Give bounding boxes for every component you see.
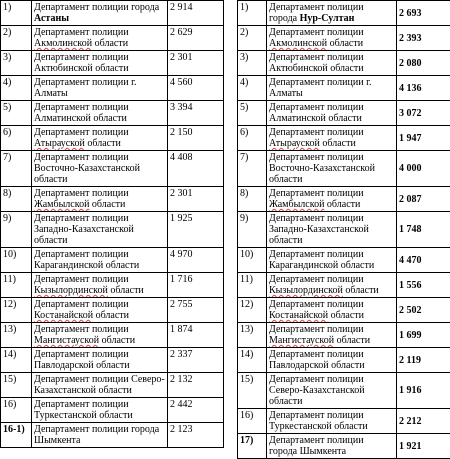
region-name: Акмолинской: [34, 38, 92, 49]
department-name-suffix: области: [320, 138, 356, 149]
department-name: [267, 1, 397, 26]
table-row: [1, 76, 224, 101]
row-number: 2): [1, 26, 32, 51]
row-number: 3): [238, 51, 267, 76]
department-name: [267, 126, 397, 151]
department-name-suffix: области: [92, 38, 128, 49]
department-name-text: Департамент полиции Восточно-Казахстанской области: [269, 152, 375, 185]
row-number: 13): [1, 323, 32, 348]
staff-count: 3 072: [397, 101, 450, 126]
region-name: Костанайской: [269, 310, 328, 321]
staff-count: 1 921: [397, 434, 450, 459]
department-name-text: Департамент полиции города: [34, 2, 159, 13]
row-number: 12): [1, 298, 32, 323]
staff-count: 1 925: [168, 212, 224, 248]
table-row: [1, 323, 224, 348]
department-name-suffix: области: [324, 199, 360, 210]
department-name: [32, 26, 168, 51]
region-name: Костанайской: [34, 310, 93, 321]
department-name: [32, 51, 168, 76]
table-row: [238, 76, 450, 101]
right-table: [237, 0, 450, 459]
region-name: Кызылординской: [269, 285, 343, 296]
department-name: [267, 76, 397, 101]
department-name-suffix: области: [93, 310, 129, 321]
row-number: 4): [238, 76, 267, 101]
table-row: [1, 273, 224, 298]
table-row: [1, 51, 224, 76]
table-row: [1, 298, 224, 323]
staff-count: 2 914: [168, 1, 224, 26]
department-name-text: Департамент полиции Северо-Казахстанской области: [34, 374, 165, 396]
table-row: [1, 151, 224, 187]
row-number: 10): [238, 248, 267, 273]
table-row: [238, 248, 450, 273]
department-name: [32, 126, 168, 151]
staff-count: 2 132: [168, 373, 224, 398]
staff-count: 4 408: [168, 151, 224, 187]
staff-count: 2 629: [168, 26, 224, 51]
staff-count: 4 560: [168, 76, 224, 101]
region-name: Атырауской: [269, 138, 320, 149]
department-name-text: Департамент полиции Алматинской области: [34, 102, 129, 124]
department-name: [267, 348, 397, 373]
department-name: [267, 187, 397, 212]
department-name-suffix: области: [89, 199, 125, 210]
department-name-text: Департамент полиции: [269, 299, 364, 310]
department-name-text: Департамент полиции г. Алматы: [34, 77, 137, 99]
row-number: 14): [1, 348, 32, 373]
row-number: 14): [238, 348, 267, 373]
table-row: [1, 1, 224, 26]
region-name: Кызылординской: [34, 285, 108, 296]
row-number: 1): [1, 1, 32, 26]
table-row: [238, 298, 450, 323]
department-name-text: Департамент полиции г. Алматы: [269, 77, 372, 99]
department-name-text: Департамент полиции Туркестанской области: [269, 410, 368, 432]
row-number: 16): [238, 409, 267, 434]
table-row: [1, 373, 224, 398]
region-name: Жамбылской: [269, 199, 324, 210]
department-name: [32, 212, 168, 248]
table-row: [238, 348, 450, 373]
department-name-text: Департамент полиции: [269, 127, 364, 138]
department-name-text: Департамент полиции Актюбинской области: [34, 52, 129, 74]
department-name-text: Департамент полиции: [34, 324, 129, 335]
department-name: [32, 187, 168, 212]
department-name-text: Департамент полиции Павлодарской области: [269, 349, 365, 371]
region-name: Атырауской: [34, 138, 85, 149]
row-number: 5): [1, 101, 32, 126]
department-name-suffix: области: [327, 38, 363, 49]
department-name-text: Департамент полиции Актюбинской области: [269, 52, 364, 74]
table-row: [1, 398, 224, 423]
department-name-suffix: области: [85, 138, 121, 149]
table-row: [1, 423, 224, 448]
staff-count: 2 150: [168, 126, 224, 151]
department-name: [267, 298, 397, 323]
table-row: [1, 248, 224, 273]
department-name-text: Департамент полиции Восточно-Казахстанской области: [34, 152, 140, 185]
staff-count: 1 874: [168, 323, 224, 348]
staff-count: 2 693: [397, 1, 450, 26]
department-name: [32, 101, 168, 126]
row-number: 12): [238, 298, 267, 323]
department-name: [267, 101, 397, 126]
staff-count: 2 087: [397, 187, 450, 212]
department-name-text: Департамент полиции: [34, 127, 129, 138]
region-name: Мангистауской: [34, 335, 99, 346]
region-name: Мангистауской: [269, 335, 334, 346]
row-number: 16-1): [1, 423, 32, 448]
table-row: [238, 51, 450, 76]
department-name: [267, 26, 397, 51]
table-row: [238, 323, 450, 348]
department-name-text: Департамент полиции Павлодарской области: [34, 349, 130, 371]
row-number: 10): [1, 248, 32, 273]
row-number: 15): [238, 373, 267, 409]
department-name: [32, 1, 168, 26]
department-name-suffix: области: [99, 335, 135, 346]
department-name-suffix: области: [343, 285, 379, 296]
department-name: [32, 423, 168, 448]
city-name: Нур-Султан: [300, 13, 355, 24]
department-name-suffix: области: [334, 335, 370, 346]
table-row: [1, 187, 224, 212]
row-number: 13): [238, 323, 267, 348]
staff-count: 1 947: [397, 126, 450, 151]
staff-count: 2 337: [168, 348, 224, 373]
table-row: [238, 373, 450, 409]
table-row: [238, 101, 450, 126]
row-number: 2): [238, 26, 267, 51]
department-name: [267, 434, 397, 459]
table-row: [238, 1, 450, 26]
table-row: [238, 212, 450, 248]
department-name-text: Департамент полиции Западно-Казахстанской области: [269, 213, 369, 246]
department-name-text: Департамент полиции города Шымкента: [34, 424, 159, 446]
table-row: [238, 187, 450, 212]
staff-count: 2 080: [397, 51, 450, 76]
row-number: 8): [1, 187, 32, 212]
department-name: [267, 409, 397, 434]
row-number: 3): [1, 51, 32, 76]
department-name: [267, 373, 397, 409]
department-name-text: Департамент полиции Карагандинской области: [34, 249, 139, 271]
row-number: 6): [238, 126, 267, 151]
department-name-text: Департамент полиции Туркестанской области: [34, 399, 133, 421]
department-name-text: Департамент полиции: [34, 274, 129, 285]
row-number: 11): [238, 273, 267, 298]
department-name: [32, 248, 168, 273]
table-row: [238, 26, 450, 51]
row-number: 8): [238, 187, 267, 212]
table-row: [1, 126, 224, 151]
staff-count: 4 136: [397, 76, 450, 101]
left-table: [0, 0, 224, 448]
department-name-text: Департамент полиции Алматинской области: [269, 102, 364, 124]
department-name-text: Департамент полиции Западно-Казахстанской области: [34, 213, 134, 246]
table-row: [238, 434, 450, 459]
department-name: [267, 273, 397, 298]
row-number: 7): [1, 151, 32, 187]
region-name: Акмолинской: [269, 38, 327, 49]
department-name: [32, 151, 168, 187]
row-number: 15): [1, 373, 32, 398]
department-name-text: Департамент полиции города Шымкента: [269, 435, 364, 457]
staff-count: 1 716: [168, 273, 224, 298]
row-number: 7): [238, 151, 267, 187]
staff-count: 2 393: [397, 26, 450, 51]
region-name: Жамбылской: [34, 199, 89, 210]
staff-count: 1 556: [397, 273, 450, 298]
row-number: 9): [1, 212, 32, 248]
row-number: 5): [238, 101, 267, 126]
staff-count: 1 916: [397, 373, 450, 409]
staff-count: 4 970: [168, 248, 224, 273]
row-number: 17): [238, 434, 267, 459]
row-number: 4): [1, 76, 32, 101]
row-number: 6): [1, 126, 32, 151]
department-name-suffix: области: [328, 310, 364, 321]
row-number: 1): [238, 1, 267, 26]
staff-count: 4 470: [397, 248, 450, 273]
department-name-text: Департамент полиции: [34, 188, 129, 199]
staff-count: 1 748: [397, 212, 450, 248]
city-name: Астаны: [34, 13, 69, 24]
department-name-text: Департамент полиции: [269, 27, 364, 38]
staff-count: 2 119: [397, 348, 450, 373]
department-name-text: Департамент полиции Карагандинской области: [269, 249, 374, 271]
department-name: [32, 273, 168, 298]
department-name: [267, 51, 397, 76]
department-name-text: Департамент полиции: [34, 27, 129, 38]
department-name: [32, 298, 168, 323]
department-name-text: Департамент полиции города: [269, 2, 364, 24]
staff-count: 2 442: [168, 398, 224, 423]
department-name: [32, 398, 168, 423]
department-name: [32, 76, 168, 101]
department-name-text: Департамент полиции: [34, 299, 129, 310]
department-name-text: Департамент полиции: [269, 188, 364, 199]
department-name-text: Департамент полиции: [269, 324, 364, 335]
table-row: [238, 126, 450, 151]
row-number: 9): [238, 212, 267, 248]
table-row: [1, 348, 224, 373]
department-name-suffix: области: [108, 285, 144, 296]
row-number: 11): [1, 273, 32, 298]
table-row: [1, 212, 224, 248]
department-name: [267, 323, 397, 348]
table-row: [238, 409, 450, 434]
department-name: [267, 212, 397, 248]
department-name: [32, 373, 168, 398]
staff-count: 2 123: [168, 423, 224, 448]
staff-count: 3 394: [168, 101, 224, 126]
staff-count: 2 755: [168, 298, 224, 323]
table-row: [1, 101, 224, 126]
department-name-text: Департамент полиции: [269, 274, 364, 285]
department-name: [267, 151, 397, 187]
staff-count: 2 301: [168, 51, 224, 76]
staff-count: 4 000: [397, 151, 450, 187]
staff-count: 2 212: [397, 409, 450, 434]
table-row: [238, 151, 450, 187]
staff-count: 1 699: [397, 323, 450, 348]
department-name: [32, 348, 168, 373]
department-name: [32, 323, 168, 348]
department-name-text: Департамент полиции Северо-Казахстанской области: [269, 374, 365, 407]
table-row: [238, 273, 450, 298]
staff-count: 2 502: [397, 298, 450, 323]
staff-count: 2 301: [168, 187, 224, 212]
department-name: [267, 248, 397, 273]
table-row: [1, 26, 224, 51]
row-number: 16): [1, 398, 32, 423]
